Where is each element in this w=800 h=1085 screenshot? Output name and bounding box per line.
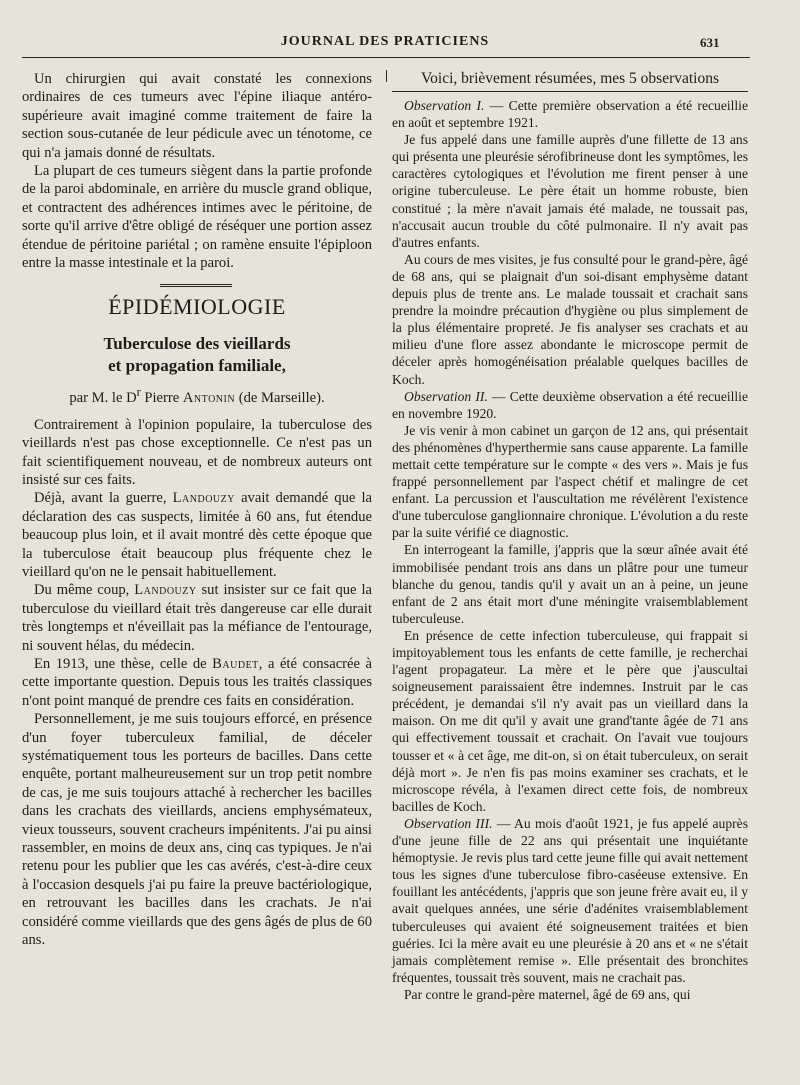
text-run: Déjà, avant la guerre, — [34, 490, 173, 507]
text-run: , a été consacrée à cette importante question. Depuis tous les traités classiques n'ont point manqué de prendre ces faits en considération. — [22, 656, 372, 709]
author-name: Antonin — [182, 390, 236, 407]
paragraph: En présence de cette infection tuberculeuse, qui frappait si impitoyablement tous les enfants de cette famille, je recherchai l'agent propagateur. La mère et le père que j'auscultai soigneusement paraissaient être indemnes. Instruit par le cas précédent, je demandai s'il n'y avait pas un vieillard dans la maison. On me dit qu'il y avait une grand'tante âgée de 71 ans qui effectivement toussait et crachait. On l'avait vue toujours tousser et « à cet âge, me dit-on, si on était tuberculeux, on serait déjà mort ». Je n'en fis pas moins examiner ses crachats, et le microscope révéla, à l'examen direct cette fois, de nombreux bacilles de Koch. — [392, 627, 748, 814]
cited-name: Landouzy — [134, 582, 197, 599]
text-run: — Cette première observation a été recueillie en août et septembre 1921. — [392, 98, 748, 131]
paragraph — [392, 815, 748, 986]
paragraph — [22, 489, 372, 581]
paragraph: Par contre le grand-père maternel, âgé de 69 ans, qui — [404, 986, 691, 1002]
paragraph: Je vis venir à mon cabinet un garçon de 12 ans, qui présentait des phénomènes d'hyperthermie sans cause apparente. La famille mettait cette température sur le compte « des vers ». Mais je fus frappé personnellement par l'aspect chétif et malingre de cet enfant. La percussion et l'auscultation me révélèrent l'existence d'une tuberculose ganglionnaire chronique. L'évolution a du reste par la suite vérifié ce diagnostic. — [392, 422, 748, 541]
text-run: — Au mois d'août 1921, je fus appelé auprès d'une jeune fille de 22 ans qui présentait une inquiétante hémoptysie. Je revis plus tard cette jeune fille qui avait nettement tous les signes d'une tuberculose fibro-caséeuse extensive. En fouillant les antécédents, j'appris que son jeune frère avait eu, il y avait quelques années, une série d'adénites vraisemblablement tuberculeuses qui avaient été soigneusement traitées et bien guéries. Ici la mère avait eu une pleurésie à 20 ans et « ne s'était jamais complètement remise ». Elle présentait des bronchites fréquentes, toussait très souvent, mais ne crachait pas. — [392, 815, 748, 985]
text-run: avait demandé que la déclaration des cas suspects, limitée à 60 ans, fut étendue beaucoup plus loin, et il avait montré dès cette époque que la tuberculose était beaucoup plus fréquente chez le vieillard qu'on ne le pensait habituellement. — [22, 490, 372, 580]
observation-title: Observation II. — [404, 388, 488, 404]
cited-name: Baudet — [212, 656, 259, 673]
column-divider — [386, 70, 387, 82]
cited-name: Landouzy — [172, 490, 235, 507]
section-rule — [160, 284, 232, 287]
author-line — [22, 383, 372, 407]
paragraph: Contrairement à l'opinion populaire, la tuberculose des vieillards n'est pas chose exceptionnelle. Ce n'est pas un fait scientifiquement nouveau, et de nombreux auteurs ont insisté sur ces faits. — [22, 416, 372, 488]
right-column — [392, 70, 748, 1003]
page-number: 631 — [700, 35, 720, 50]
observations-heading: Voici, brièvement résumées, mes 5 observations — [392, 70, 748, 92]
text-run: sut insister sur ce fait que la tuberculose du vieillard était très dangereuse car elle durait très longtemps et n'éveillait pas la méfiance de l'entourage, ni souvent hélas, du médecin. — [22, 582, 372, 654]
author-first: Pierre — [140, 390, 183, 407]
paragraph: Un chirurgien qui avait constaté les connexions ordinaires de ces tumeurs avec l'épine iliaque antéro-supérieure avait imaginé comme traitement de faire la section sous-cutanée de leur pédicule avec un ténotome, ce qui n'a jamais donné de résultats. — [22, 71, 372, 161]
observation-title: Observation III. — [404, 815, 493, 831]
observation-title: Observation I. — [404, 98, 485, 113]
section-heading: ÉPIDÉMIOLOGIE — [108, 294, 286, 320]
running-title: JOURNAL DES PRATICIENS — [280, 34, 490, 49]
text-run: Du même coup, — [34, 582, 135, 599]
paragraph — [22, 581, 372, 655]
author-title-sup: r — [136, 385, 141, 400]
paragraph: Personnellement, je me suis toujours efforcé, en présence d'un foyer tuberculeux familial, de déceler systématiquement tous les porteurs de bacilles. Dans cette enquête, portant malheureusement sur un trop petit nombre de cas, je me suis toujours attaché à rechercher les bacilles dans les crachats des vieillards, anciens emphysémateux, vieux tousseurs, souvent cracheurs impénitents. J'ai pu ainsi rassembler, en moins de deux ans, cinq cas typiques. Je n'ai retenu pour les publier que les cas avérés, c'est-à-dire ceux à l'occasion desquels j'ai pu faire la preuve bactériologique, en retrouvant les bacilles dans les crachats. Je n'ai considéré comme vieillards que des gens âgés de plus de 60 ans. — [22, 711, 372, 949]
article-title-line-1: Tuberculose des vieillards — [103, 334, 291, 354]
article-title-line-2: et propagation familiale, — [108, 356, 286, 376]
paragraph — [392, 388, 748, 422]
paragraph — [22, 655, 372, 710]
paragraph — [392, 97, 748, 131]
paragraph: En interrogeant la famille, j'appris que la sœur aînée avait été immobilisée pendant trois ans dans un plâtre pour une tumeur blanche du genou, tandis qu'il y avait un an à peine, un jeune enfant de 2 ans était mort d'une méningite vraisemblablement tuberculeuse. — [392, 542, 748, 626]
text-run: En 1913, une thèse, celle de — [34, 656, 213, 673]
author-prefix: par M. le D — [69, 390, 137, 407]
page-header — [0, 34, 800, 56]
paragraph: Je fus appelé dans une famille auprès d'une fillette de 13 ans qui présenta une pleurésie sérofibrineuse dont les symptômes, les caractères cytologiques et l'évolution me firent penser à une origine tuberculeuse. Le père était un homme robuste, bien constitué ; la mère n'avait jamais été malade, ne toussait pas, n'accusait aucun trouble du côté pulmonaire. Il n'y avait pas d'autres enfants. — [392, 132, 748, 250]
paragraph: La plupart de ces tumeurs siègent dans la partie profonde de la paroi abdominale, en arrière du muscle grand oblique, et contractent des adhérences intimes avec le péritoine, de sorte qu'il arrive d'être obligé de réséquer une portion assez étendue de péritoine pariétal ; on ramène ensuite l'épiploon entre la masse intestinale et la paroi. — [22, 163, 372, 272]
author-suffix: (de Marseille). — [235, 390, 325, 407]
header-rule — [22, 57, 750, 58]
paragraph: Au cours de mes visites, je fus consulté pour le grand-père, âgé de 68 ans, qui se plaignait d'un soi-disant emphysème datant depuis plus de trente ans. Le malade toussait et crachait sans prendre la moindre précaution d'hygiène ou plus simplement de la plus élémentaire propreté. Je fis analyser ses crachats et au milieu d'une flore assez abondante le microscope permit de déceler après homogénéisation préalable quelques bacilles de Koch. — [392, 251, 748, 387]
text-run: — Cette deuxième observation a été recueillie en novembre 1920. — [392, 388, 748, 421]
left-column — [22, 70, 372, 950]
